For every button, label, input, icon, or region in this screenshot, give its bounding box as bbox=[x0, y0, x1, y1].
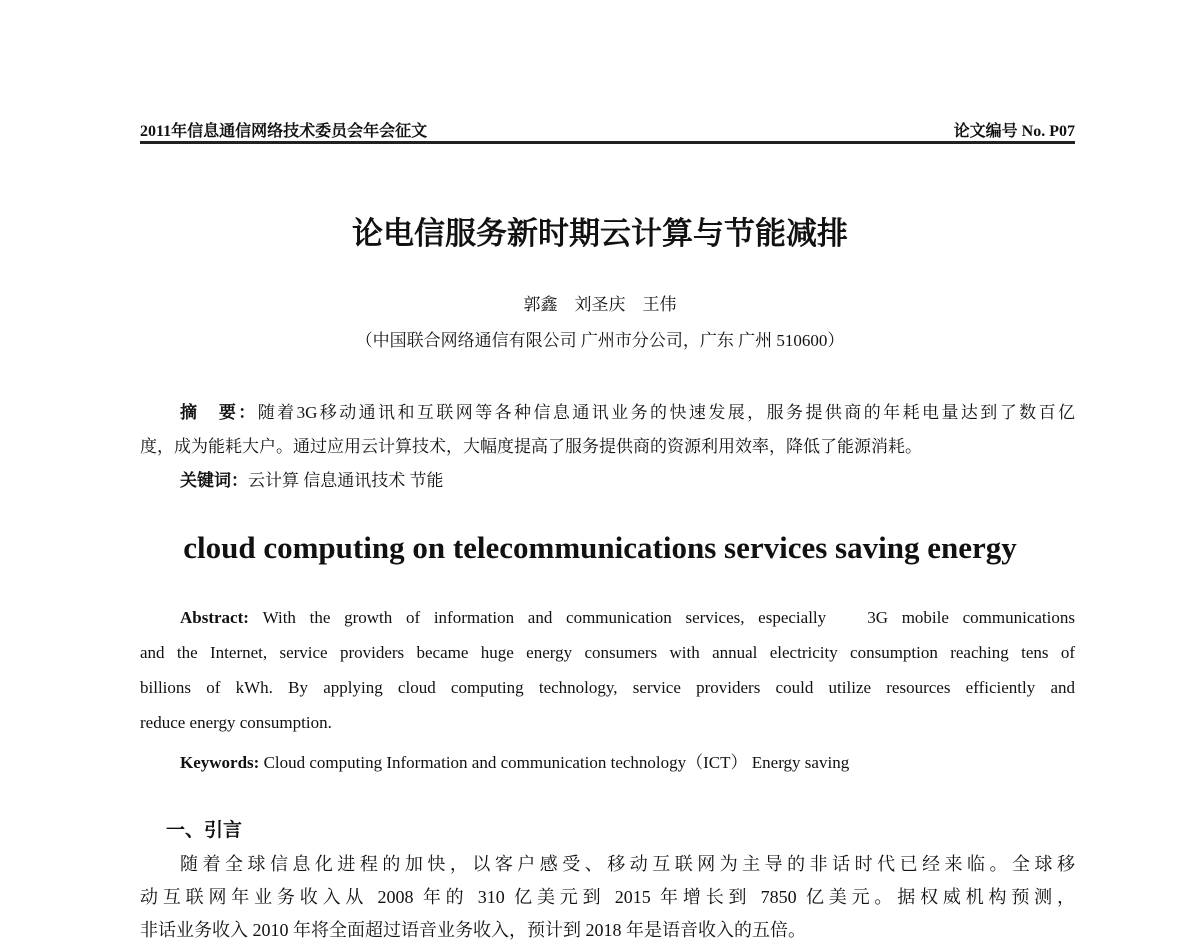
abstract-en-label: Abstract: bbox=[180, 608, 263, 627]
keywords-cn: 关键词：云计算 信息通讯技术 节能 bbox=[180, 471, 444, 490]
abstract-en-line: billions of kWh. By applying cloud computing technology, service providers could utilize resources efficiently and bbox=[140, 678, 1075, 697]
abstract-en-line: reduce energy consumption. bbox=[140, 713, 332, 732]
section-heading: 一、引言 bbox=[166, 820, 243, 841]
authors: 郭鑫 刘圣庆 王伟 bbox=[523, 295, 677, 314]
abstract-en-line: and the Internet, service providers became huge energy consumers with annual electricity consumption reaching tens of bbox=[140, 643, 1075, 662]
keywords-en: Keywords: Cloud computing Information and communication technology（ICT） Energy saving bbox=[180, 753, 850, 772]
page-title: 论电信服务新时期云计算与节能减排 bbox=[352, 216, 848, 251]
english-title: cloud computing on telecommunications services saving energy bbox=[183, 530, 1017, 565]
body-line: 随着全球信息化进程的加快，以客户感受、移动互联网为主导的非话时代已经来临。全球移 bbox=[180, 854, 1075, 874]
header-conference: 2011年信息通信网络技术委员会年会征文 bbox=[140, 123, 428, 140]
abstract-cn-label: 摘 要： bbox=[180, 403, 258, 422]
abstract-en-line: Abstract: With the growth of information and communication services, especially 3G mobile communications bbox=[180, 608, 1075, 627]
header-paper-number: 论文编号 No. P07 bbox=[953, 123, 1075, 140]
abstract-cn-line: 度，成为能耗大户。通过应用云计算技术，大幅度提高了服务提供商的资源利用效率，降低了能源消耗。 bbox=[140, 437, 922, 456]
affiliation: （中国联合网络通信有限公司 广州市分公司，广东 广州 510600） bbox=[355, 331, 845, 350]
abstract-cn-line: 摘 要：随着3G移动通讯和互联网等各种信息通讯业务的快速发展，服务提供商的年耗电量达到了数百亿 bbox=[180, 403, 1076, 422]
header-rule bbox=[140, 141, 1075, 144]
body-line: 非话业务收入 2010 年将全面超过语音业务收入，预计到 2018 年是语音收入的五倍。 bbox=[140, 920, 806, 940]
body-line: 动互联网年业务收入从 2008 年的 310 亿美元到 2015 年增长到 7850 亿美元。据权威机构预测， bbox=[140, 887, 1075, 907]
